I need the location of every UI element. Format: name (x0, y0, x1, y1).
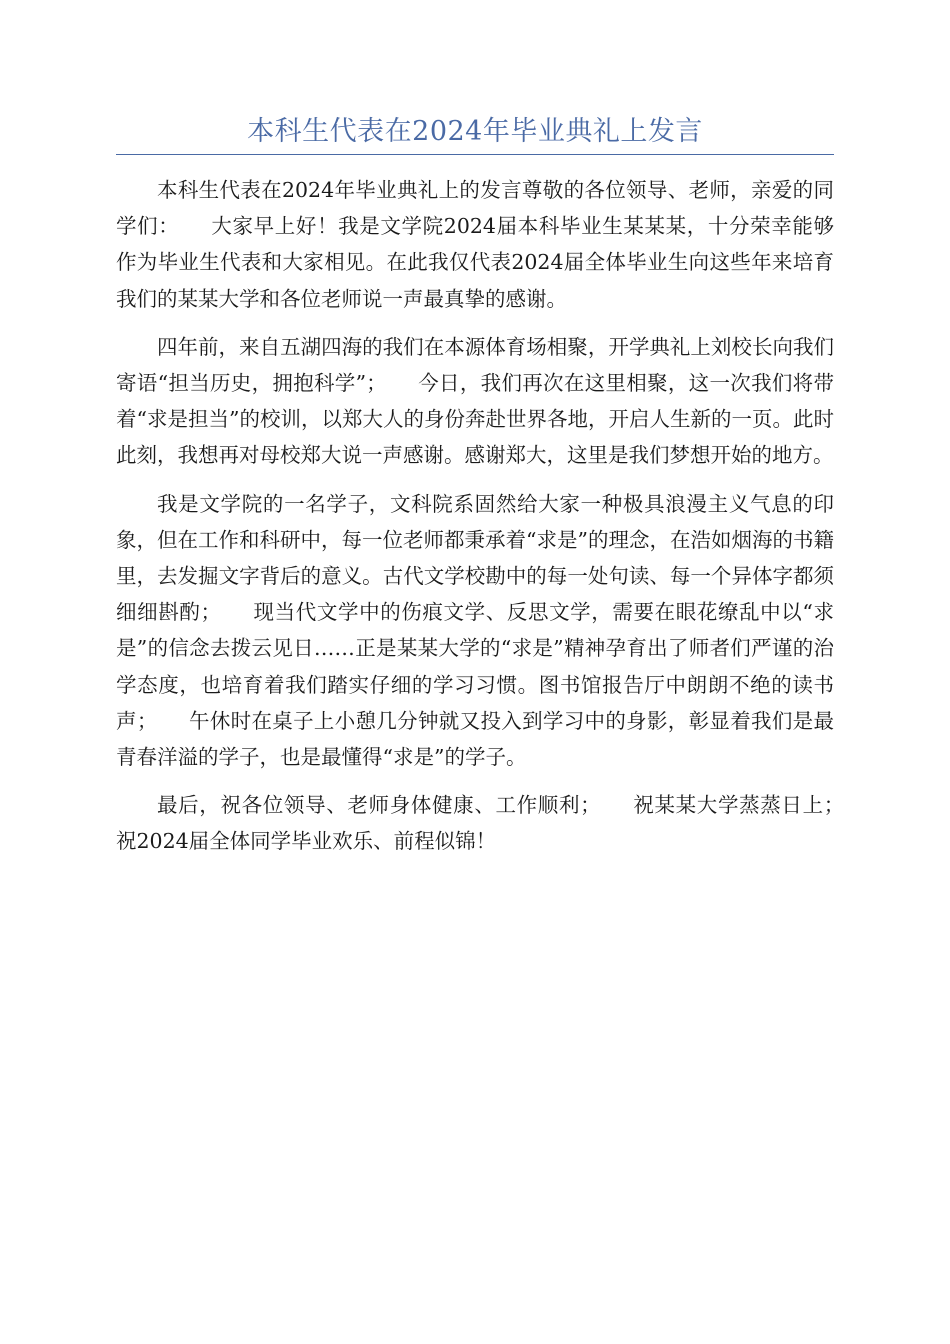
paragraph-literature-college: 我是文学院的一名学子，文科院系固然给大家一种极具浪漫主义气息的印象，但在工作和科研中，每一位老师都秉承着“求是”的理念，在浩如烟海的书籍里，去发掘文字背后的意义。古代文学校勘中的每一处句读、每一个异体字都须细细斟酌； 现当代文学中的伤痕文学、反思文学，需要在眼花缭乱中以“求是”的信念去拨云见日……正是某某大学的“求是”精神孕育出了师者们严谨的治学态度，也培育着我们踏实仔细的学习习惯。图书馆报告厅中朗朗不绝的读书声； 午休时在桌子上小憩几分钟就又投入到学习中的身影，彰显着我们是最青春洋溢的学子，也是最懂得“求是”的学子。 (116, 491, 834, 770)
document-title: 本科生代表在2024年毕业典礼上发言 (247, 116, 703, 147)
paragraph-greeting: 本科生代表在2024年毕业典礼上的发言尊敬的各位领导、老师，亲爱的同学们： 大家早上好！我是文学院2024届本科毕业生某某某，十分荣幸能够作为毕业生代表和大家相见。在此我仅代表2024届全体毕业生向这些年来培育我们的某某大学和各位老师说一声最真挚的感谢。 (116, 178, 834, 311)
title-underline (116, 154, 834, 155)
paragraph-four-years-ago: 四年前，来自五湖四海的我们在本源体育场相聚，开学典礼上刘校长向我们寄语“担当历史，拥抱科学”； 今日，我们再次在这里相聚，这一次我们将带着“求是担当”的校训，以郑大人的身份奔赴世界各地，开启人生新的一页。此时此刻，我想再对母校郑大说一声感谢。感谢郑大，这里是我们梦想开始的地方。 (116, 334, 834, 468)
paragraph-closing-wishes: 最后，祝各位领导、老师身体健康、工作顺利； 祝某某大学蒸蒸日上； 祝2024届全体同学毕业欢乐、前程似锦！ (116, 793, 875, 854)
document-body (116, 172, 875, 872)
